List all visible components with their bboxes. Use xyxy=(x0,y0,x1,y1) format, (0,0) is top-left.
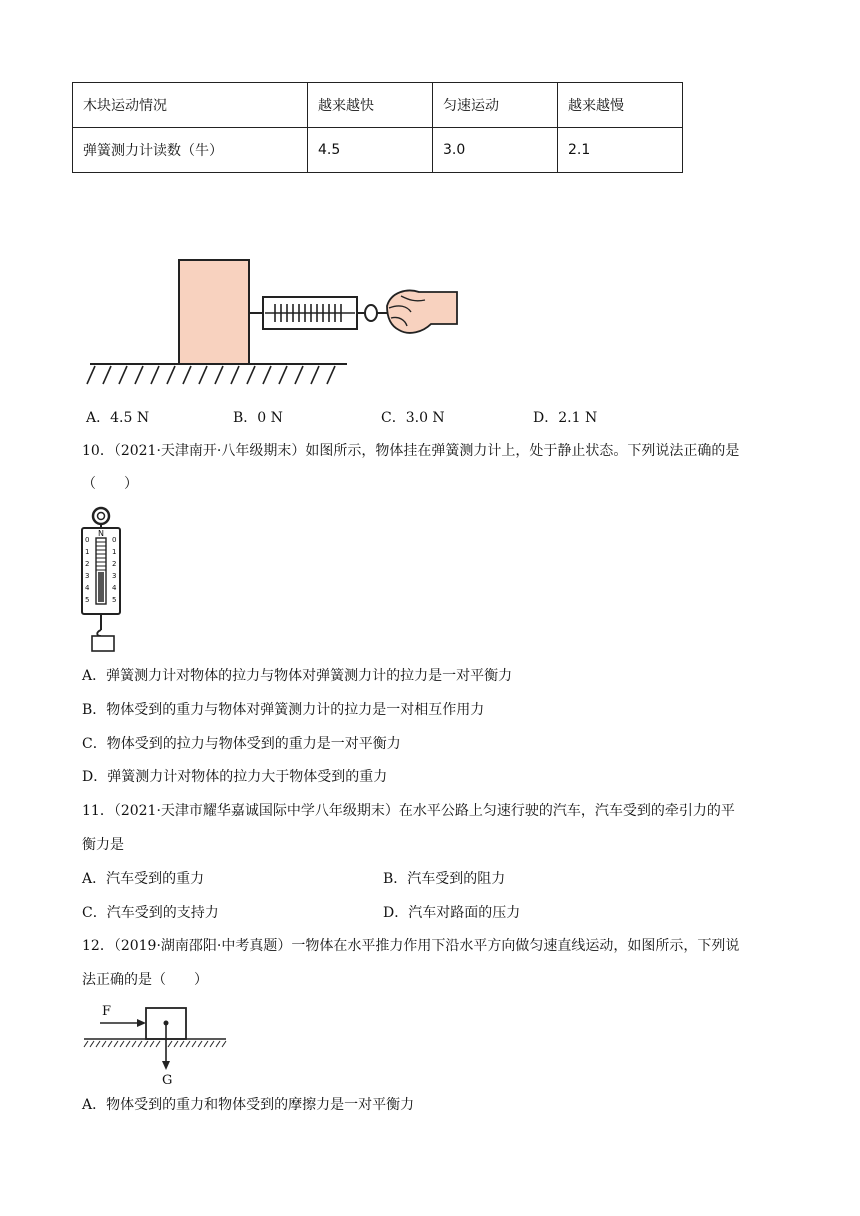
option-a: A．4.5 N xyxy=(86,410,150,426)
question-11-stem: 11．（2021·天津市耀华嘉诚国际中学八年级期末）在水平公路上匀速行驶的汽车，汽车受到的牵引力的平 xyxy=(82,803,735,819)
table-row xyxy=(73,83,683,128)
option-d: D．汽车对路面的压力 xyxy=(383,905,521,921)
option-b: B．物体受到的重力与物体对弹簧测力计的拉力是一对相互作用力 xyxy=(82,702,485,718)
force-diagram xyxy=(82,1000,232,1086)
scale-tick-right-3: 3 xyxy=(112,572,117,580)
option-c: C．物体受到的拉力与物体受到的重力是一对平衡力 xyxy=(82,736,401,752)
unit-label: N xyxy=(98,529,104,538)
gravity-g-label: G xyxy=(162,1073,173,1086)
question-12-stem: 12．（2019·湖南邵阳·中考真题）一物体在水平推力作用下沿水平方向做匀速直线运动，如图所示，下列说 xyxy=(82,938,740,954)
question-10-stem-cont: （ ） xyxy=(82,476,138,492)
scale-tick-left-2: 2 xyxy=(85,560,90,568)
scale-tick-right-4: 4 xyxy=(112,584,117,592)
scale-tick-left-1: 1 xyxy=(85,548,90,556)
option-a: A．物体受到的重力和物体受到的摩擦力是一对平衡力 xyxy=(82,1097,415,1113)
hanging-object xyxy=(92,636,114,651)
scale-tick-left-3: 3 xyxy=(85,572,90,580)
scale-tick-right-2: 2 xyxy=(112,560,117,568)
scale-tick-right-5: 5 xyxy=(112,596,117,604)
option-b: B．0 N xyxy=(233,410,283,426)
table-cell: 木块运动情况 xyxy=(73,83,308,128)
wooden-block xyxy=(179,260,249,364)
option-a: A．弹簧测力计对物体的拉力与物体对弹簧测力计的拉力是一对平衡力 xyxy=(82,668,513,684)
table-cell: 匀速运动 xyxy=(433,83,558,128)
force-f-label: F xyxy=(102,1004,112,1019)
scale-tick-right-1: 1 xyxy=(112,548,117,556)
table-row xyxy=(73,128,683,173)
table-cell: 越来越快 xyxy=(308,83,433,128)
option-c: C．汽车受到的支持力 xyxy=(82,905,219,921)
question-10-stem: 10．（2021·天津南开·八年级期末）如图所示，物体挂在弹簧测力计上，处于静止状态。下列说法正确的是 xyxy=(82,443,740,459)
spring-balance-figure xyxy=(78,502,128,654)
question-12-stem-cont: 法正确的是（ ） xyxy=(82,972,208,988)
option-a: A．汽车受到的重力 xyxy=(82,871,205,887)
table-cell: 3.0 xyxy=(433,128,558,173)
scale-tick-left-5: 5 xyxy=(85,596,90,604)
table-cell: 2.1 xyxy=(558,128,683,173)
option-c: C．3.0 N xyxy=(381,410,445,426)
question-11-stem-cont: 衡力是 xyxy=(82,837,124,853)
option-b: B．汽车受到的阻力 xyxy=(383,871,506,887)
hand-icon xyxy=(387,291,457,333)
table-cell: 4.5 xyxy=(308,128,433,173)
scale-tick-left-0: 0 xyxy=(85,536,90,544)
option-d: D．2.1 N xyxy=(533,410,598,426)
table-cell: 越来越慢 xyxy=(558,83,683,128)
data-table xyxy=(72,82,683,173)
block-spring-figure xyxy=(85,250,465,390)
scale-tick-left-4: 4 xyxy=(85,584,90,592)
scale-tick-right-0: 0 xyxy=(112,536,117,544)
table-cell: 弹簧测力计读数（牛） xyxy=(73,128,308,173)
option-d: D．弹簧测力计对物体的拉力大于物体受到的重力 xyxy=(82,769,388,785)
